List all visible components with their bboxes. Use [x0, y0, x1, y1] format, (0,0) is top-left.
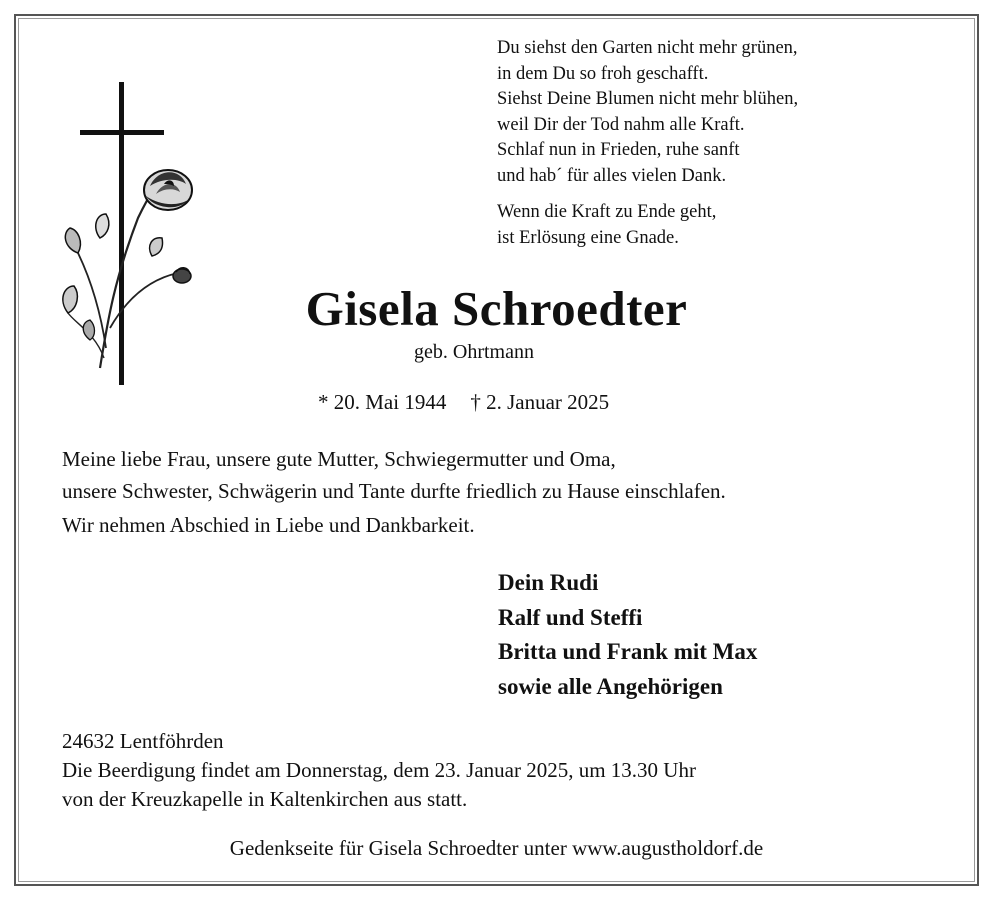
- funeral-line: Die Beerdigung findet am Donnerstag, dem 23. Januar 2025, um 13.30 Uhr: [62, 758, 696, 782]
- memorial-page-link[interactable]: Gedenkseite für Gisela Schroedter unter www.augustholdorf.de: [229, 836, 764, 860]
- poem-line: ist Erlösung eine Gnade.: [497, 227, 679, 248]
- poem-line: weil Dir der Tod nahm alle Kraft.: [497, 114, 745, 135]
- mourners-list: [498, 566, 757, 704]
- deceased-name: Gisela Schroedter: [305, 281, 688, 336]
- death-date: † 2. Januar 2025: [470, 390, 610, 414]
- poem-line: Du siehst den Garten nicht mehr grünen,: [497, 38, 798, 58]
- location: 24632 Lentföhrden: [62, 729, 224, 753]
- poem-line: in dem Du so froh geschafft.: [497, 63, 709, 84]
- poem-line: und hab´ für alles vielen Dank.: [497, 165, 727, 186]
- mourner: Ralf und Steffi: [498, 604, 643, 630]
- message-line: Meine liebe Frau, unsere gute Mutter, Schwiegermutter und Oma,: [62, 447, 616, 471]
- mourner: sowie alle Angehörigen: [498, 673, 723, 699]
- funeral-line: von der Kreuzkapelle in Kaltenkirchen aus statt.: [62, 787, 468, 811]
- maiden-name: geb. Ohrtmann: [414, 341, 534, 363]
- message-line: unsere Schwester, Schwägerin und Tante durfte friedlich zu Hause einschlafen.: [62, 479, 726, 503]
- birth-date: * 20. Mai 1944: [318, 390, 447, 414]
- message-line: Wir nehmen Abschied in Liebe und Dankbarkeit.: [62, 513, 475, 537]
- poem-stanza-1: [497, 36, 798, 189]
- poem-stanza-2: [497, 200, 716, 251]
- mourner: Dein Rudi: [498, 570, 599, 595]
- mourner: Britta und Frank mit Max: [498, 639, 758, 664]
- poem-line: Siehst Deine Blumen nicht mehr blühen,: [497, 89, 799, 109]
- life-dates: [318, 390, 609, 415]
- poem-line: Wenn die Kraft zu Ende geht,: [497, 202, 717, 222]
- poem-line: Schlaf nun in Frieden, ruhe sanft: [497, 140, 740, 160]
- funeral-info: [62, 727, 696, 814]
- cross-with-rose-icon: [60, 78, 210, 388]
- obituary-message: [62, 443, 726, 541]
